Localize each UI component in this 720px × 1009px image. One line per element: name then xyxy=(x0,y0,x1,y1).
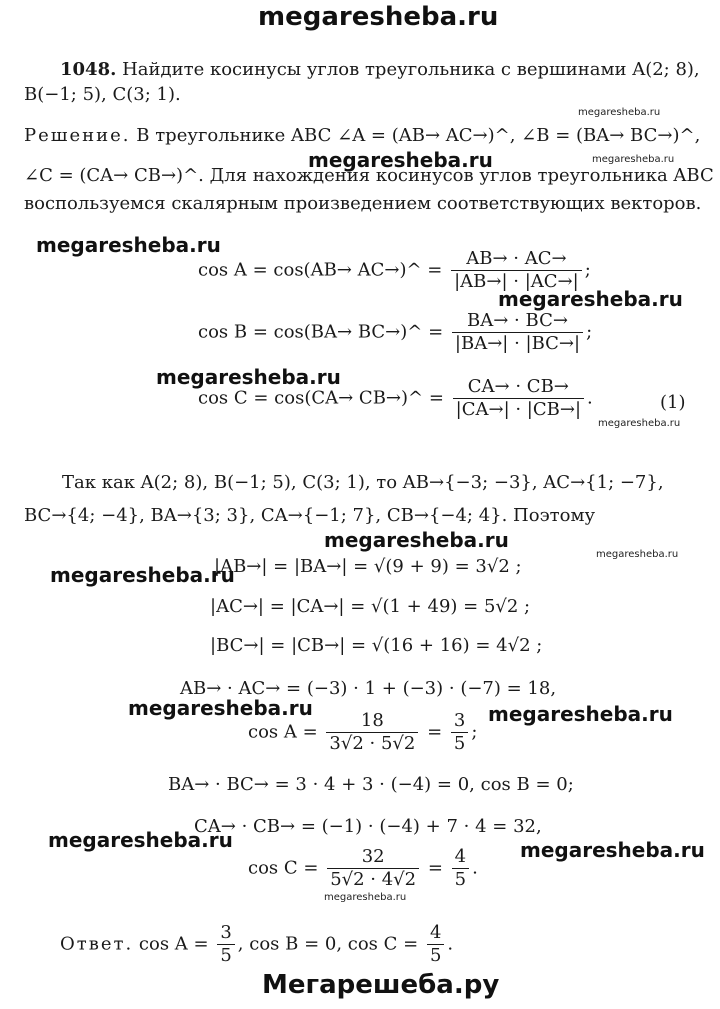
answer-cos-c-denominator: 5 xyxy=(427,944,444,967)
watermark: megaresheba.ru xyxy=(520,838,705,862)
cos-a-denominator: |AB→| · |AC→| xyxy=(451,270,582,293)
watermark: megaresheba.ru xyxy=(308,148,493,172)
cos-a-result-fraction xyxy=(326,710,418,755)
answer-cos-c-numerator: 4 xyxy=(429,922,442,943)
cos-c-result xyxy=(248,846,478,891)
cos-b-fraction xyxy=(452,310,583,355)
watermark-small: megaresheba.ru xyxy=(578,107,661,118)
answer-part2: , cos B = 0, cos C = xyxy=(237,933,419,955)
problem-number: 1048. xyxy=(60,59,117,80)
answer-end: . xyxy=(447,933,454,955)
answer xyxy=(60,922,453,967)
dot-product-a: AB→ · AC→ = (−3) · 1 + (−3) · (−7) = 18, xyxy=(180,678,557,699)
dot-product-b: BA→ · BC→ = 3 · 4 + 3 · (−4) = 0, cos B = 0; xyxy=(168,774,574,795)
site-footer-brand: Мегарешеба.ру xyxy=(262,970,500,1000)
cos-c-result-end: . xyxy=(472,857,478,879)
length-ab: |AB→| = |BA→| = √(9 + 9) = 3√2 ; xyxy=(214,556,522,577)
vectors-line1: Так как A(2; 8), B(−1; 5), C(3; 1), то AB→{−3; −3}, AC→{1; −7}, xyxy=(62,472,664,493)
cos-a-value-numerator: 3 xyxy=(453,710,466,731)
cos-a-result-lhs: cos A = xyxy=(248,721,318,743)
cos-b-formula xyxy=(198,310,592,355)
answer-cos-a-numerator: 3 xyxy=(220,922,232,943)
watermark: megaresheba.ru xyxy=(324,528,509,552)
cos-c-result-lhs: cos C = xyxy=(248,857,319,879)
cos-c-lhs: cos C = cos(CA→ CB→)^ = xyxy=(198,387,444,409)
cos-a-value-fraction xyxy=(451,710,468,755)
cos-a-value-denominator: 5 xyxy=(451,732,468,755)
solution-line3: воспользуемся скалярным произведением соответствующих векторов. xyxy=(24,193,702,214)
answer-heading: Ответ. xyxy=(60,933,134,955)
cos-c-numerator: CA→ · CB→ xyxy=(467,376,569,397)
watermark-small: megaresheba.ru xyxy=(592,154,675,165)
vectors-line2: BC→{4; −4}, BA→{3; 3}, CA→{−1; 7}, CB→{−4; 4}. Поэтому xyxy=(24,505,596,526)
length-bc: |BC→| = |CB→| = √(16 + 16) = 4√2 ; xyxy=(210,635,543,656)
problem-statement-line1: Найдите косинусы углов треугольника с вершинами A(2; 8), xyxy=(122,59,700,80)
cos-c-result-numerator: 32 xyxy=(361,846,385,867)
cos-c-value-fraction xyxy=(452,846,469,891)
equation-tag: (1) xyxy=(660,392,686,413)
cos-a-result-equals: = xyxy=(427,721,443,743)
cos-b-end: ; xyxy=(586,321,593,343)
watermark: megaresheba.ru xyxy=(156,365,341,389)
cos-c-value-numerator: 4 xyxy=(454,846,467,867)
cos-c-end: . xyxy=(587,387,593,409)
cos-a-result-end: ; xyxy=(471,721,478,743)
watermark: megaresheba.ru xyxy=(36,233,221,257)
dot-product-c: CA→ · CB→ = (−1) · (−4) + 7 · 4 = 32, xyxy=(194,816,542,837)
watermark: megaresheba.ru xyxy=(128,696,313,720)
watermark: megaresheba.ru xyxy=(498,287,683,311)
cos-a-end: ; xyxy=(584,259,591,281)
cos-c-denominator: |CA→| · |CB→| xyxy=(453,398,584,421)
problem-statement-line2: B(−1; 5), C(3; 1). xyxy=(24,84,181,105)
solution-line2: ∠C = (CA→ CB→)^. Для нахождения косинусов углов треугольника ABC xyxy=(24,165,714,186)
watermark-small: megaresheba.ru xyxy=(596,549,679,560)
problem-statement xyxy=(60,57,700,82)
watermark: megaresheba.ru xyxy=(48,828,233,852)
solution-heading: Решение. xyxy=(24,125,131,146)
cos-c-value-denominator: 5 xyxy=(452,868,469,891)
cos-a-result-numerator: 18 xyxy=(360,710,384,731)
cos-b-denominator: |BA→| · |BC→| xyxy=(452,332,583,355)
cos-c-result-denominator: 5√2 · 4√2 xyxy=(327,868,419,891)
watermark: megaresheba.ru xyxy=(50,563,235,587)
answer-cos-a-denominator: 5 xyxy=(217,944,234,967)
cos-b-numerator: BA→ · BC→ xyxy=(467,310,568,331)
cos-a-numerator: AB→ · AC→ xyxy=(466,248,567,269)
watermark-small: megaresheba.ru xyxy=(598,418,681,429)
cos-c-result-equals: = xyxy=(427,857,443,879)
solution-line1 xyxy=(24,123,700,148)
solution-line1-text: В треугольнике ABC ∠A = (AB→ AC→)^, ∠B = (BA→ BC→)^, xyxy=(136,125,701,146)
watermark: megaresheba.ru xyxy=(488,702,673,726)
cos-a-lhs: cos A = cos(AB→ AC→)^ = xyxy=(198,259,443,281)
answer-cos-c-fraction xyxy=(427,922,444,967)
cos-c-fraction xyxy=(453,376,584,421)
site-header-brand: megaresheba.ru xyxy=(258,2,499,32)
length-ac: |AC→| = |CA→| = √(1 + 49) = 5√2 ; xyxy=(210,596,531,617)
watermark-small: megaresheba.ru xyxy=(324,892,407,903)
cos-a-result-denominator: 3√2 · 5√2 xyxy=(326,732,418,755)
answer-part1: cos A = xyxy=(138,933,209,955)
cos-c-result-fraction xyxy=(327,846,419,891)
cos-b-lhs: cos B = cos(BA→ BC→)^ = xyxy=(198,321,444,343)
answer-cos-a-fraction xyxy=(217,922,234,967)
